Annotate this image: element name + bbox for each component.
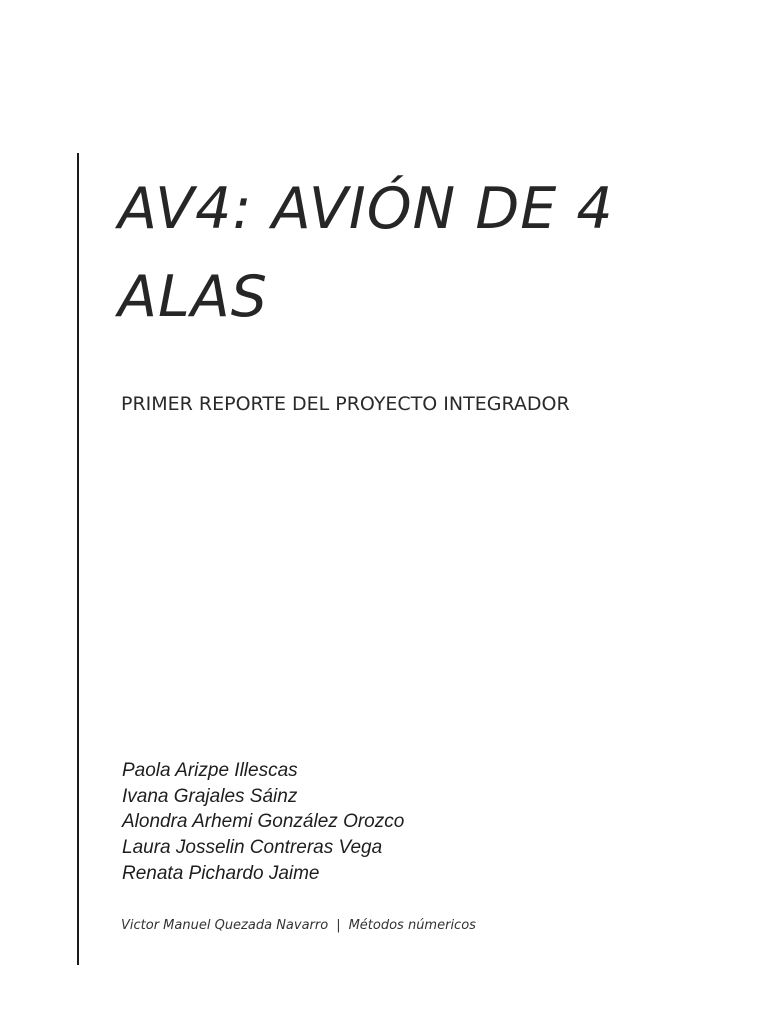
author-name: Laura Josselin Contreras Vega [122, 837, 383, 859]
author-name: Ivana Grajales Sáinz [122, 785, 298, 807]
author-name: Renata Pichardo Jaime [122, 862, 320, 884]
title-line-1: AV4: AVIÓN DE 4 [118, 176, 614, 242]
footer-separator: | [336, 918, 341, 933]
footer-line [121, 917, 476, 935]
title-line-2: ALAS [118, 264, 268, 330]
author-name: Paola Arizpe Illescas [122, 760, 298, 781]
document-subtitle: PRIMER REPORTE DEL PROYECTO INTEGRADOR [121, 393, 570, 415]
author-name: Alondra Arhemi González Orozco [122, 811, 405, 833]
document-title [118, 165, 738, 341]
vertical-divider [77, 153, 79, 965]
author-list [122, 758, 404, 887]
course-name: Métodos númericos [348, 918, 476, 933]
instructor-name: Victor Manuel Quezada Navarro [121, 918, 329, 933]
